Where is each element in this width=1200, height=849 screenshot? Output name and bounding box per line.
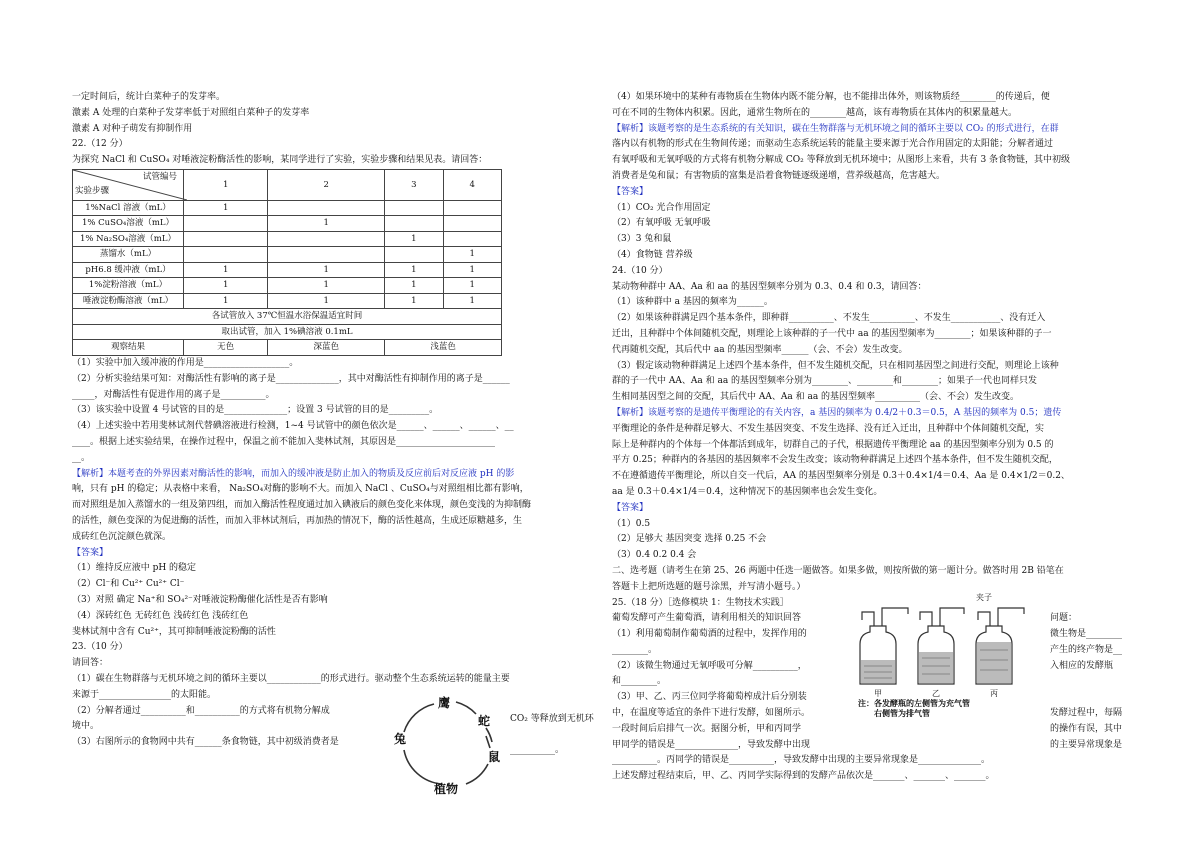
q22-part: （2）分析实验结果可知：对酶活性有影响的离子是______________，其中对酶活性有抑制作用的离子是______ [72, 373, 510, 384]
table-row [73, 216, 502, 232]
left-column [72, 90, 592, 751]
snake-label: 蛇 [478, 714, 491, 728]
table-corner-cell [73, 169, 184, 200]
result-cell: 深蓝色 [268, 340, 385, 356]
q22-part: _____，对酶活性有促进作用的离子是__________。 [72, 389, 275, 400]
table-cell: 1 [268, 216, 385, 232]
table-row [73, 231, 502, 247]
answer-line: （4）深砖红色 无砖红色 浅砖红色 浅砖红色 [72, 610, 249, 621]
bottle-label-jia: 甲 [874, 689, 882, 698]
analysis-line: 【解析】本题考查的外界因素对酶活性的影响，而加入的缓冲液是防止加入的物质及反应前后对反应液 pH 的影 [72, 468, 515, 479]
q23-line: 请回答： [72, 658, 109, 669]
q23-line: （2）分解者通过__________和__________的方式将有机物分解成 [72, 705, 330, 716]
answer-line: （2）有氧呼吸 无氧呼吸 [612, 218, 711, 229]
bottle-note-1: 注：各发酵瓶的左侧管为充气管 [858, 698, 970, 708]
analysis-line: 平方 0.25；种群内的各基因的基因频率不会发生改变；该动物种群满足上述四个基本条件，但不发生随机交配， [612, 455, 1058, 466]
q25-left-line: ________。 [612, 644, 658, 655]
q22-part: （3）该实验中设置 4 号试管的目的是______________；设置 3 号试管的目的是_________。 [72, 405, 439, 416]
analysis-line: 不在遵循遗传平衡理论，所以自交一代后，AA 的基因型频率分别是 0.3＋0.4×1/4＝0.4、Aa 是 0.4×1/2＝0.2、 [612, 471, 1070, 482]
q23-right-bit: CO₂ 等释放到无机环 [510, 714, 594, 724]
q24-line: 生相同基因型之间的交配，其后代中 AA、Aa 和 aa 的基因型频率__________（会、不会）发生改变。 [612, 392, 1020, 403]
answer-line: （1）0.5 [612, 518, 651, 529]
analysis-line: 平衡理论的条件是种群足够大、不发生基因突变、不发生选择、没有迁入迁出，且种群中个体间随机交配，实 [612, 423, 1045, 434]
q25-right-line: 问题： [1050, 613, 1078, 624]
analysis-line: 成砖红色沉淀颜色就深。 [72, 531, 172, 542]
q23-part4: 可在不同的生物体内积累。因此，通常生物所在的________越高，该有毒物质在其体内的积累量越大。 [612, 107, 1018, 118]
analysis-line: 【解析】该题考察的是遗传平衡理论的有关内容，a 基因的频率为 0.4/2＋0.3＝0.5，A 基因的频率为 0.5；遗传 [612, 407, 1062, 418]
table-row-label: 1%淀粉溶液（mL） [73, 278, 184, 294]
table-cell: 1 [268, 293, 385, 309]
analysis-line: aa 是 0.3＋0.4×1/4＝0.4，这种情况下的基因频率也会发生变化。 [612, 486, 883, 497]
table-cell: 1 [443, 293, 501, 309]
answer-line: （2）足够大 基因突变 选择 0.25 不会 [612, 534, 767, 545]
bottle-label-yi: 乙 [932, 689, 940, 698]
rabbit-label: 兔 [394, 732, 407, 746]
table-row [73, 200, 502, 216]
q25-left-line: （3）甲、乙、丙三位同学将葡萄榨成汁后分别装 [612, 692, 807, 703]
table-cell: 1 [385, 278, 443, 294]
result-cell: 无色 [184, 340, 268, 356]
bottle-note-2: 右侧管为排气管 [874, 708, 930, 718]
analysis-line: 响，只有 pH 的稳定；从表格中来看， Na₂SO₄对酶的影响不大。而加入 NaCl 、CuSO₄与对照组相比都有影响， [72, 484, 529, 495]
q23-line: 境中。 [72, 721, 100, 732]
q24-line: 某动物种群中 AA、Aa 和 aa 的基因型频率分别为 0.3、0.4 和 0.3，请回答： [612, 281, 927, 292]
table-cell: 1 [443, 278, 501, 294]
table-cell [385, 216, 443, 232]
q23-right-bit: __________。 [510, 745, 565, 755]
q25-left-line: 中，在温度等适宜的条件下进行发酵，如图所示。 [612, 708, 811, 719]
q25-left-line: 上述发酵过程结束后，甲、乙、丙同学实际得到的发酵产品依次是_______、_______、_______。 [612, 771, 995, 782]
table-cell: 1 [385, 231, 443, 247]
table-cell: 1 [184, 200, 268, 216]
q23-heading: 23.（10 分） [72, 642, 128, 653]
tube-header: 3 [385, 169, 443, 200]
q23-line: 来源于________________的太阳能。 [72, 689, 217, 700]
answer-line: （4）食物链 营养级 [612, 249, 693, 260]
eagle-label: 鹰 [438, 696, 451, 710]
result-cell: 浅蓝色 [385, 340, 502, 356]
table-result-row [73, 340, 502, 356]
q25-heading: 25.（18 分）［选修模块 1：生物技术实践］ [612, 597, 789, 608]
mouse-label: 鼠 [488, 750, 501, 764]
table-row-label: 唾液淀粉酶溶液（mL） [73, 293, 184, 309]
analysis-line: 际上是种群内的个体每一个体都活到成年，切群自己的子代，根据遗传平衡理论 aa 的基因型频率分别为 0.5 的 [612, 439, 1054, 450]
q24-line: 群的子一代中 AA、Aa 和 aa 的基因型频率分别为________、________和________；如果子一代也同样只发 [612, 376, 1038, 387]
analysis-line: 而对照组是加入蒸馏水的一组及第四组，而加入酶活性程度通过加入碘液后的颜色变化来体现，颜色变浅的为抑制酶 [72, 500, 532, 511]
table-cell: 1 [443, 247, 501, 263]
q22-stem: 为探究 NaCl 和 CuSO₄ 对唾液淀粉酶活性的影响，某同学进行了实验，实验步骤和结果见表。请回答： [72, 155, 488, 166]
q25-right-line: 的主要异常现象是 [1050, 739, 1123, 750]
q22-heading: 22.（12 分） [72, 139, 128, 150]
table-row-label: 蒸馏水（mL） [73, 247, 184, 263]
clip-label: 夹子 [976, 593, 992, 602]
table-cell [268, 200, 385, 216]
table-cell: 1 [184, 293, 268, 309]
tube-header: 4 [443, 169, 501, 200]
q22-part: __。 [72, 452, 91, 463]
q25-right-line: 的操作有误，其中 [1050, 724, 1123, 735]
table-row [73, 278, 502, 294]
table-cell: 1 [184, 278, 268, 294]
experiment-table [72, 169, 502, 356]
q25-left-line: 葡萄发酵可产生葡萄酒，请利用相关的知识回答 [612, 613, 802, 624]
q25-right-line: 入相应的发酵瓶 [1050, 660, 1114, 671]
table-cell: 1 [184, 262, 268, 278]
table-row-label: 1%NaCl 溶液（mL） [73, 200, 184, 216]
q24-line: （1）该种群中 a 基因的频率为______。 [612, 297, 773, 308]
q22-part: （1）实验中加入缓冲液的作用是___________________。 [72, 357, 299, 368]
answer-line: （3）3 兔和鼠 [612, 234, 672, 245]
plant-label: 植物 [434, 782, 459, 796]
q22-part: （4）上述实验中若用斐林试剂代替碘溶液进行检测，1~4 号试管中的颜色依次是______、______、______、__ [72, 421, 514, 432]
tube-header: 1 [184, 169, 268, 200]
analysis-line: 的活性，颜色变深的为促进酶的活性，而加入菲林试剂后，再加热的情况下，酶的活性越高，生成还原糖越多，生 [72, 515, 523, 526]
bottle-label-bing: 丙 [990, 689, 998, 698]
analysis-line: 落内以有机物的形式在生物间传递；而驱动生态系统运转的能量主要来源于光合作用固定的太阳能；分解者通过 [612, 139, 1054, 150]
intro-line-3: 激素 A 对种子萌发有抑制作用 [72, 123, 193, 134]
analysis-line: 有氧呼吸和无氧呼吸的方式将有机物分解成 CO₂ 等释放到无机环境中；从图形上来看，共有 3 条食物链，其中初级 [612, 155, 1071, 166]
table-cell: 1 [385, 293, 443, 309]
table-span-cell: 各试管放入 37℃恒温水浴保温适宜时间 [73, 309, 502, 325]
table-row-label: 1% Na₂SO₄溶液（mL） [73, 231, 184, 247]
answer-line: （2）Cl⁻和 Cu²⁺ Cu²⁺ Cl⁻ [72, 579, 185, 590]
table-span-row [73, 324, 502, 340]
section2-line: 答题卡上把所选题的题号涂黑，并写清小题号。） [612, 581, 806, 592]
table-cell [268, 231, 385, 247]
table-row-label: 1% CuSO₄溶液（mL） [73, 216, 184, 232]
table-cell: 1 [268, 278, 385, 294]
table-cell [268, 247, 385, 263]
q25-left-line: 一段时间后启排气一次。据图分析，甲和丙同学 [612, 724, 802, 735]
q25-left-line: 和________。 [612, 676, 667, 687]
answer-line: （3）对照 确定 Na⁺和 SO₄²⁻对唾液淀粉酶催化活性是否有影响 [72, 594, 328, 605]
table-cell [385, 247, 443, 263]
table-span-cell: 取出试管，加入 1%碘溶液 0.1mL [73, 324, 502, 340]
table-row-label: pH6.8 缓冲液（mL） [73, 262, 184, 278]
table-cell [443, 200, 501, 216]
q24-line: 迁出，且种群中个体间随机交配，则理论上该种群的子一代中 aa 的基因型频率为________；如果该种群的子一 [612, 328, 1052, 339]
answer-tag: 【答案】 [612, 502, 649, 513]
q25-left-line: （1）利用葡萄制作葡萄酒的过程中，发挥作用的 [612, 629, 807, 640]
q25-right-line: 产生的终产物是__ [1050, 644, 1123, 655]
q25-left-line: 甲同学的错误是______________，导致发酵中出现 [612, 739, 811, 750]
answer-line: （3）0.4 0.2 0.4 会 [612, 550, 697, 561]
answer-line: 斐林试剂中含有 Cu²⁺，其可抑制唾液淀粉酶的活性 [72, 626, 276, 637]
answer-tag: 【答案】 [72, 547, 109, 558]
table-header-row [73, 169, 502, 200]
table-span-row [73, 309, 502, 325]
answer-line: （1）CO₂ 光合作用固定 [612, 202, 711, 213]
table-row [73, 293, 502, 309]
q24-line: （2）如果该种群满足四个基本条件，即种群__________、不发生__________、不发生___________、没有迁入 [612, 313, 1046, 324]
analysis-line: 【解析】该题考察的是生态系统的有关知识，碳在生物群落与无机环境之间的循环主要以 CO₂ 的形式进行，在群 [612, 123, 1059, 134]
result-label: 观察结果 [73, 340, 184, 356]
table-cell [443, 216, 501, 232]
table-cell: 1 [443, 262, 501, 278]
table-row [73, 262, 502, 278]
food-web-diagram [390, 692, 508, 802]
q24-line: 代再随机交配，其后代中 aa 的基因型频率______（会、不会）发生改变。 [612, 344, 908, 355]
tube-header: 2 [268, 169, 385, 200]
q22-part: ____。根据上述实验结果，在操作过程中，保温之前不能加入斐林试剂，其原因是______________________ [72, 436, 496, 447]
q23-line: （3）右图所示的食物网中共有______条食物链，其中初级消费者是 [72, 737, 339, 748]
q24-line: （3）假定该动物种群满足上述四个基本条件，但不发生随机交配，只在相同基因型之间进行交配，则理论上该种 [612, 360, 1059, 371]
answer-line: （1）维持反应液中 pH 的稳定 [72, 563, 197, 574]
table-cell: 1 [385, 262, 443, 278]
q25-left-line: （2）该微生物通过无氧呼吸可分解__________， [612, 660, 807, 671]
table-row [73, 247, 502, 263]
q25-right-line: 发酵过程中，每隔 [1050, 708, 1123, 719]
q23-line: （1）碳在生物群落与无机环境之间的循环主要以____________的形式进行。驱动整个生态系统运转的能量主要 [72, 673, 510, 684]
corner-top-label: 试管编号 [142, 171, 177, 182]
intro-line-1: 一定时间后，统计白菜种子的发芽率。 [72, 92, 226, 102]
section2-line: 二、选考题（请考生在第 25、26 两题中任选一题做答。如果多做，则按所做的第一题计分。做答时用 2B 铅笔在 [612, 565, 1064, 576]
table-cell: 1 [268, 262, 385, 278]
table-cell [385, 200, 443, 216]
analysis-line: 消费者是兔和鼠；有害物质的富集是沿着食物链逐级递增，营养级越高，危害越大。 [612, 170, 946, 181]
q25-right-line: 微生物是________ [1050, 629, 1123, 640]
q25-left-line: __________。丙同学的错误是__________，导致发酵中出现的主要异常现象是______________。 [612, 755, 991, 766]
intro-line-2: 激素 A 处理的白菜种子发芽率低于对照组白菜种子的发芽率 [72, 107, 310, 118]
answer-tag: 【答案】 [612, 186, 649, 197]
fermentation-bottles-figure [848, 593, 1038, 720]
corner-bottom-label: 实验步骤 [75, 185, 110, 196]
q24-heading: 24.（10 分） [612, 265, 668, 276]
table-cell [184, 216, 268, 232]
table-cell [184, 231, 268, 247]
q23-part4: （4）如果环境中的某种有毒物质在生物体内既不能分解，也不能排出体外，则该物质经________的传递后，便 [612, 92, 1050, 102]
table-cell [184, 247, 268, 263]
table-cell [443, 231, 501, 247]
